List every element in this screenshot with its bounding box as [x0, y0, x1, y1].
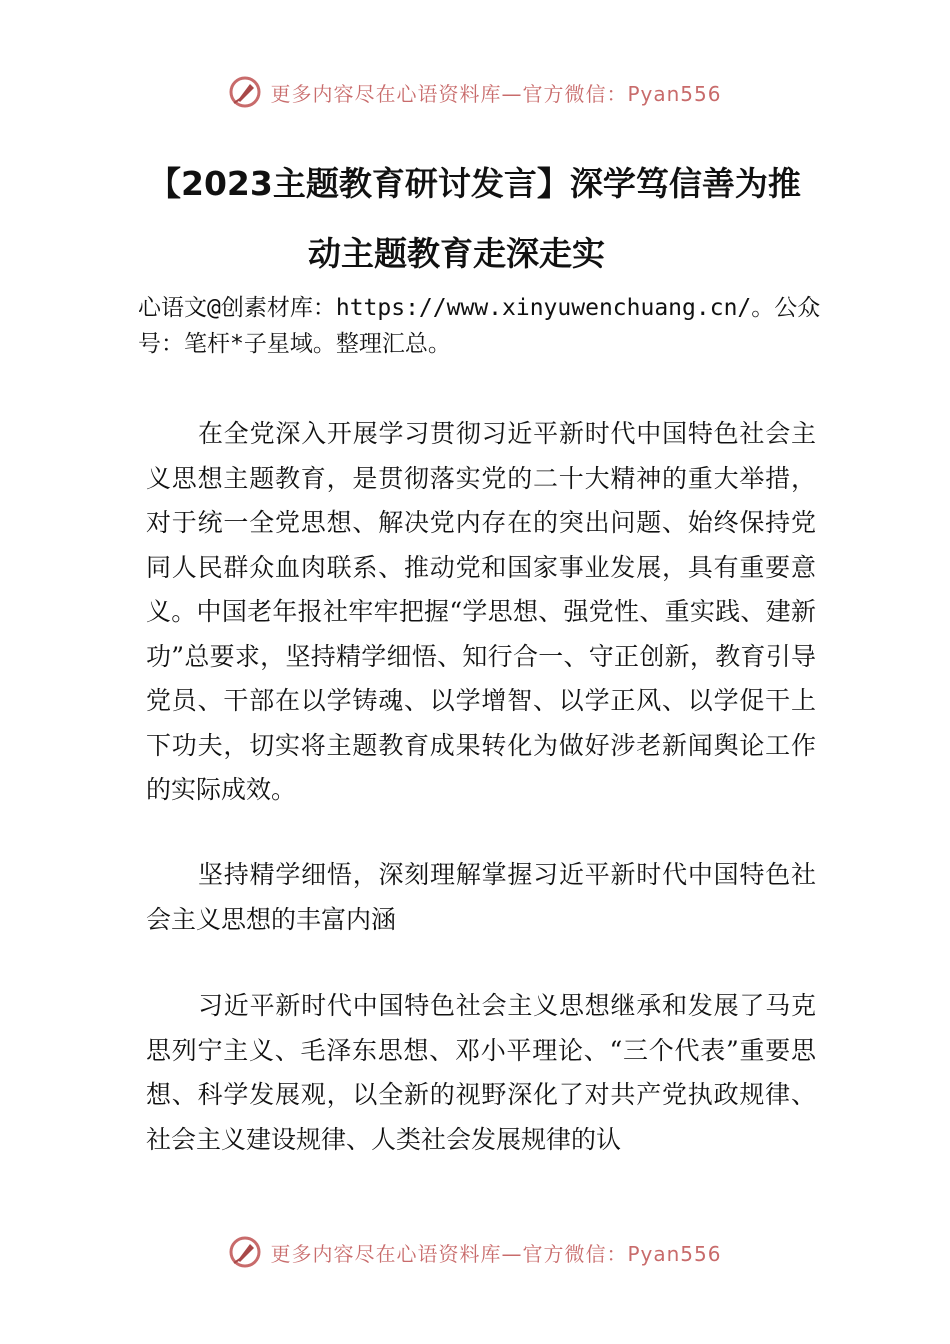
section-heading-paragraph: 坚持精学细悟，深刻理解掌握习近平新时代中国特色社会主义思想的丰富内涵 — [146, 860, 816, 934]
source-note: 心语文@创素材库：https://www.xinyuwenchuang.cn/。公众号：笔杆*子星域。整理汇总。 — [138, 295, 821, 357]
pen-nib-icon — [228, 75, 262, 109]
header-banner — [0, 70, 950, 114]
footer-banner-text: 更多内容尽在心语资料库—官方微信：Pyan556 — [270, 1241, 722, 1266]
document-title-line-1: 【2023主题教育研讨发言】深学笃信善为推 — [148, 164, 801, 203]
header-banner-text: 更多内容尽在心语资料库—官方微信：Pyan556 — [270, 81, 722, 106]
body-paragraph-1: 在全党深入开展学习贯彻习近平新时代中国特色社会主义思想主题教育，是贯彻落实党的二十大精神的重大举措，对于统一全党思想、解决党内存在的突出问题、始终保持党同人民群众血肉联系、推动党和国家事业发展，具有重要意义。中国老年报社牢牢把握“学思想、强党性、重实践、建新功”总要求，坚持精学细悟、知行合一、守正创新，教育引导党员、干部在以学铸魂、以学增智、以学正风、以学促干上下功夫，切实将主题教育成果转化为做好涉老新闻舆论工作的实际成效。 — [146, 419, 816, 804]
document-title-line-2: 动主题教育走深走实 — [308, 234, 605, 273]
pen-nib-icon — [228, 1235, 262, 1269]
footer-banner — [0, 1230, 950, 1274]
body-paragraph-2: 习近平新时代中国特色社会主义思想继承和发展了马克思列宁主义、毛泽东思想、邓小平理论、“三个代表”重要思想、科学发展观，以全新的视野深化了对共产党执政规律、社会主义建设规律、人类社会发展规律的认 — [146, 991, 816, 1154]
